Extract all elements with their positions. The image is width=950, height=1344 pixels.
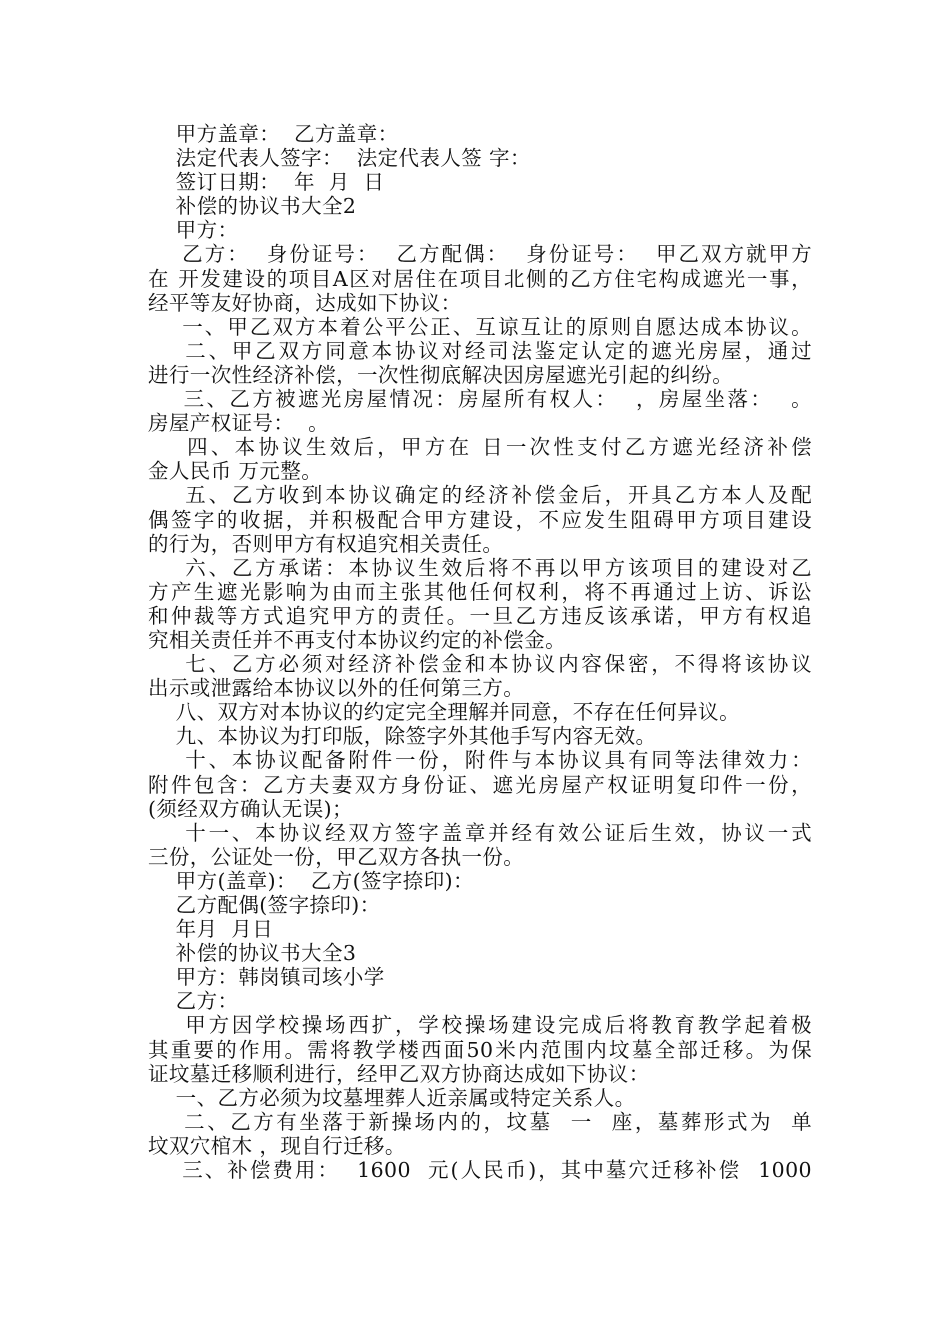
text-line: 七、乙方必须对经济补偿金和本协议内容保密，不得将该协议	[148, 652, 812, 677]
text-line: 究相关责任并不再支付本协议约定的补偿金。	[148, 627, 566, 652]
text-line: 二、乙方有坐落于新操场内的，坟墓 一 座，墓葬形式为 单	[148, 1109, 812, 1134]
text-line: 补偿的协议书大全3	[148, 941, 357, 966]
text-line: 坟双穴棺木 ，现自行迁移。	[148, 1133, 406, 1158]
text-line: 乙方配偶(签字捺印)：	[148, 893, 381, 917]
text-line: 三份，公证处一份，甲乙双方各执一份。	[148, 844, 525, 869]
text-line: 四、本协议生效后，甲方在 日一次性支付乙方遮光经济补偿	[148, 435, 812, 460]
text-line: 方产生遮光影响为由而主张其他任何权利，将不再通过上访、诉讼	[148, 579, 812, 604]
text-line: 房屋产权证号： 。	[148, 411, 330, 436]
text-line: 附件包含：乙方夫妻双方身份证、遮光房屋产权证明复印件一份，	[148, 772, 812, 797]
text-line: 六、乙方承诺：本协议生效后将不再以甲方该项目的建设对乙	[148, 555, 812, 580]
text-line: (须经双方确认无误)；	[148, 796, 353, 821]
text-line: 的行为，否则甲方有权追究相关责任。	[148, 531, 504, 556]
text-line: 十一、本协议经双方签字盖章并经有效公证后生效，协议一式	[148, 820, 812, 845]
text-line: 乙方：	[148, 989, 239, 1014]
text-line: 一、乙方必须为坟墓埋葬人近亲属或特定关系人。	[148, 1085, 636, 1110]
text-line: 和仲裁等方式追究甲方的责任。一旦乙方违反该承诺，甲方有权追	[148, 603, 812, 628]
text-line: 甲方：韩岗镇司垓小学	[148, 965, 385, 990]
text-line: 经平等友好协商，达成如下协议：	[148, 290, 462, 315]
text-line: 八、双方对本协议的约定完全理解并同意，不存在任何异议。	[148, 700, 740, 725]
text-line: 其重要的作用。需将教学楼西面50米内范围内坟墓全部迁移。为保	[148, 1037, 812, 1062]
text-line: 乙方： 身份证号： 乙方配偶： 身份证号： 甲乙双方就甲方	[148, 242, 812, 267]
text-line: 出示或泄露给本协议以外的任何第三方。	[148, 676, 525, 701]
text-line: 补偿的协议书大全2	[148, 194, 357, 219]
text-line: 甲方：	[148, 218, 239, 243]
text-line: 甲方盖章： 乙方盖章：	[148, 122, 399, 146]
text-line: 三、补偿费用： 1600 元(人民币)，其中墓穴迁移补偿 1000	[148, 1158, 812, 1183]
text-line: 五、乙方收到本协议确定的经济补偿金后，开具乙方本人及配	[148, 483, 812, 508]
text-line: 签订日期： 年 月 日	[148, 170, 385, 195]
text-line: 在 开发建设的项目A区对居住在项目北侧的乙方住宅构成遮光一事，	[148, 266, 812, 291]
text-line: 三、乙方被遮光房屋情况：房屋所有权人： ，房屋坐落： 。	[148, 387, 812, 412]
document-page	[148, 122, 812, 1182]
text-line: 年月 月日	[148, 917, 274, 942]
text-line: 进行一次性经济补偿，一次性彻底解决因房屋遮光引起的纠纷。	[148, 362, 734, 387]
text-line: 金人民币 万元整。	[148, 459, 323, 484]
text-line: 一、甲乙双方本着公平公正、互谅互让的原则自愿达成本协议。	[148, 314, 812, 339]
text-line: 二、甲乙双方同意本协议对经司法鉴定认定的遮光房屋，通过	[148, 338, 812, 363]
text-line: 甲方因学校操场西扩，学校操场建设完成后将教育教学起着极	[148, 1013, 812, 1038]
text-line: 偶签字的收据，并积极配合甲方建设，不应发生阻碍甲方项目建设	[148, 507, 812, 532]
text-line: 甲方(盖章)： 乙方(签字捺印)：	[148, 868, 474, 893]
text-line: 证坟墓迁移顺利进行，经甲乙双方协商达成如下协议：	[148, 1061, 650, 1086]
text-line: 法定代表人签字： 法定代表人签 字：	[148, 146, 531, 171]
text-line: 九、本协议为打印版，除签字外其他手写内容无效。	[148, 724, 657, 749]
text-line: 十、本协议配备附件一份，附件与本协议具有同等法律效力：	[148, 748, 812, 773]
